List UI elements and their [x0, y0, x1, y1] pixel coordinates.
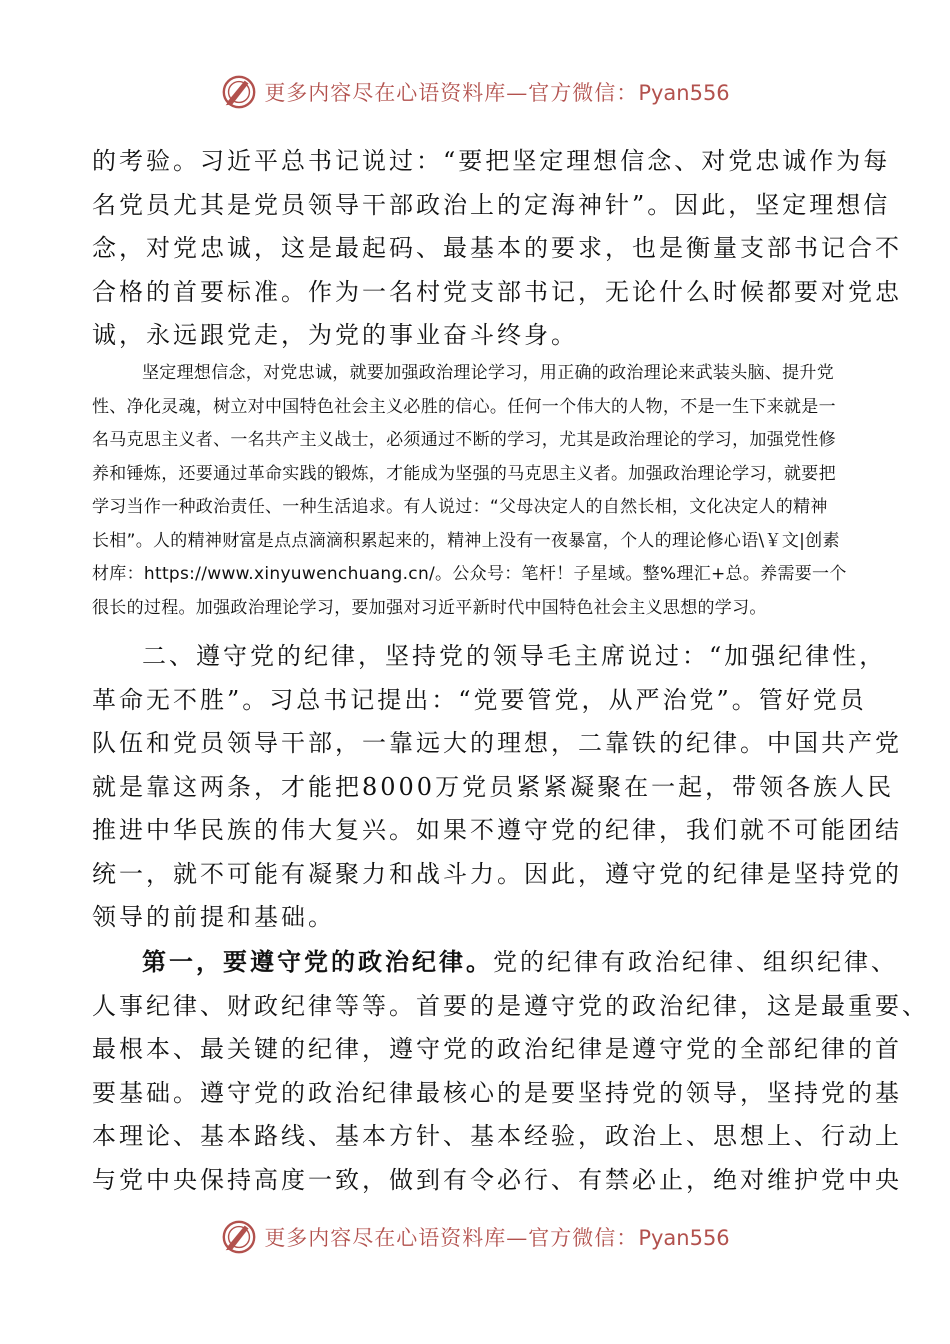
paragraph-line: 学习当作一种政治责任、一种生活追求。有人说过：“父母决定人的自然长相，文化决定人的精神	[92, 497, 828, 517]
paragraph-line: 很长的过程。加强政治理论学习，要加强对习近平新时代中国特色社会主义思想的学习。	[92, 597, 767, 618]
footer-banner	[0, 1217, 950, 1257]
paragraph-line: 本理论、基本路线、基本方针、基本经验，政治上、思想上、行动上	[92, 1122, 902, 1150]
paragraph-line: 领导的前提和基础。	[92, 903, 335, 931]
paragraph-line: 性、净化灵魂，树立对中国特色社会主义必胜的信心。任何一个伟大的人物，不是一生下来就是一	[92, 396, 836, 417]
paragraph-line: 坚定理想信念，对党忠诚，就要加强政治理论学习，用正确的政治理论来武装头脑、提升党	[142, 363, 834, 383]
paragraph-line: 合格的首要标准。作为一名村党支部书记，无论什么时候都要对党忠	[92, 277, 902, 306]
paragraph-line: 材库：https://www.xinyuwenchuang.cn/。公众号：笔杆！子星域。整%理汇+总。养需要一个	[92, 564, 847, 584]
paragraph-line-rest: 党的纪律有政治纪律、组织纪律、	[493, 948, 898, 976]
bold-heading: 第一，要遵守党的政治纪律。	[142, 947, 493, 976]
paragraph-line: 念，对党忠诚，这是最起码、最基本的要求，也是衡量支部书记合不	[92, 234, 902, 262]
paragraph-line: 长相”。人的精神财富是点点滴滴积累起来的，精神上没有一夜暴富，个人的理论修心语\￥文|创素	[92, 530, 840, 551]
paragraph-line: 就是靠这两条，才能把8000万党员紧紧凝聚在一起，带领各族人民	[92, 772, 895, 801]
footer-banner-text: 更多内容尽在心语资料库—官方微信：Pyan556	[264, 1226, 730, 1250]
paragraph-line: 人事纪律、财政纪律等等。首要的是遵守党的政治纪律，这是最重要、	[92, 991, 929, 1020]
paragraph-line: 名党员尤其是党员领导干部政治上的定海神针”。因此，坚定理想信	[92, 190, 891, 219]
paragraph-line: 的考验。习近平总书记说过：“要把坚定理想信念、对党忠诚作为每	[92, 147, 891, 175]
paragraph-line: 革命无不胜”。习总书记提出：“党要管党，从严治党”。管好党员	[92, 685, 867, 714]
paragraph-line: 名马克思主义者、一名共产主义战士，必须通过不断的学习，尤其是政治理论的学习，加强党性修	[92, 430, 836, 450]
paragraph-line: 队伍和党员领导干部，一靠远大的理想，二靠铁的纪律。中国共产党	[92, 729, 902, 757]
paragraph-line: 诚，永远跟党走，为党的事业奋斗终身。	[92, 321, 578, 349]
writing-hand-logo-icon	[220, 73, 258, 111]
footer-wechat-id: Pyan556	[638, 1226, 730, 1250]
paragraph-3	[92, 635, 902, 940]
writing-hand-logo-icon	[220, 1218, 258, 1256]
paragraph-line: 统一，就不可能有凝聚力和战斗力。因此，遵守党的纪律是坚持党的	[92, 859, 902, 888]
paragraph-1	[92, 140, 902, 358]
header-banner	[0, 72, 950, 112]
header-banner-text: 更多内容尽在心语资料库—官方微信：Pyan556	[264, 81, 730, 105]
paragraph-line: 最根本、最关键的纪律，遵守党的政治纪律是遵守党的全部纪律的首	[92, 1035, 902, 1063]
paragraph-line: 二、遵守党的纪律，坚持党的领导毛主席说过：“加强纪律性，	[142, 642, 887, 670]
paragraph-line	[92, 940, 898, 985]
paragraph-line: 推进中华民族的伟大复兴。如果不遵守党的纪律，我们就不可能团结	[92, 816, 902, 844]
paragraph-line: 与党中央保持高度一致，做到有令必行、有禁必止，绝对维护党中央	[92, 1165, 902, 1194]
paragraph-2	[92, 357, 852, 625]
paragraph-line: 养和锤炼，还要通过革命实践的锻炼，才能成为坚强的马克思主义者。加强政治理论学习，就要把	[92, 463, 836, 484]
paragraph-line: 要基础。遵守党的政治纪律最核心的是要坚持党的领导，坚持党的基	[92, 1078, 902, 1107]
paragraph-4	[92, 940, 929, 1202]
header-wechat-id: Pyan556	[638, 81, 730, 105]
